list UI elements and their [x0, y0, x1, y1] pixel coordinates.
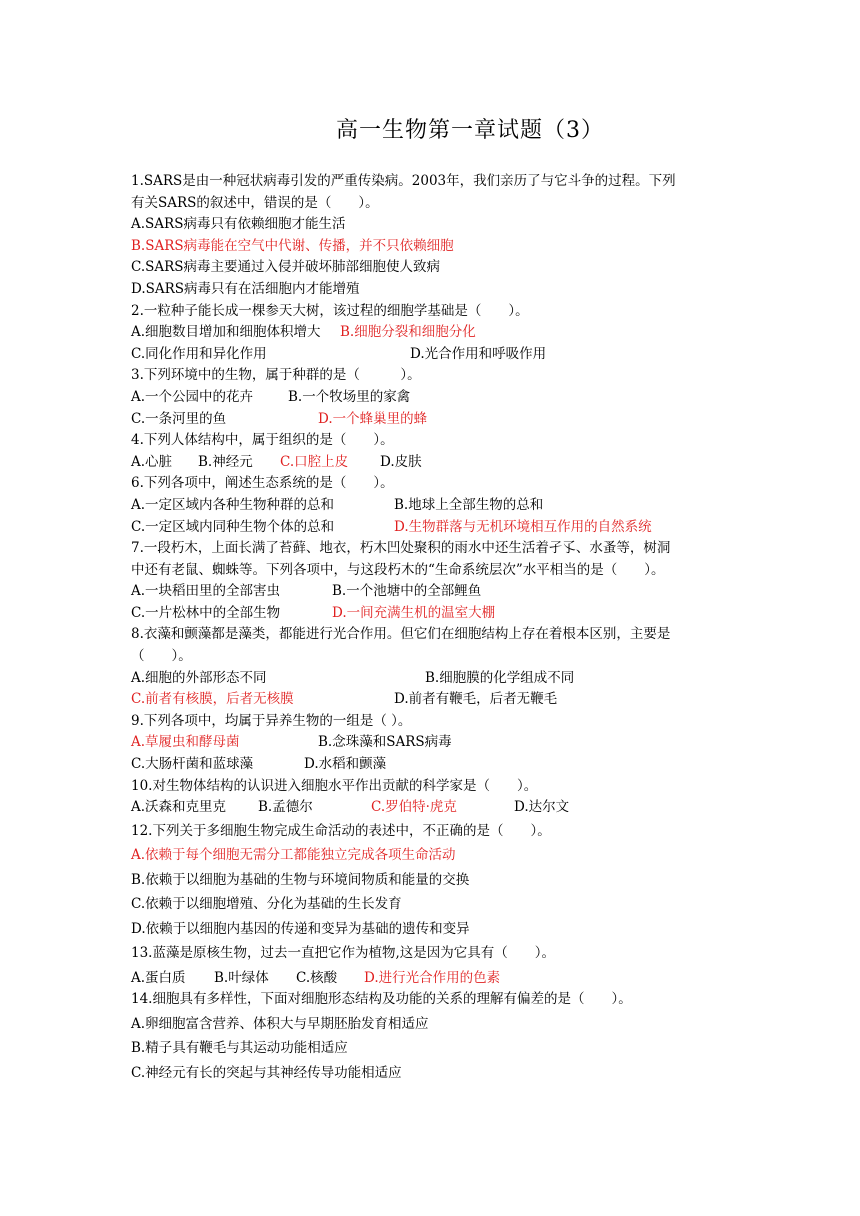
q2-options-ab [131, 322, 741, 344]
q8-options-ab [131, 668, 741, 690]
q4-options [131, 452, 741, 474]
q4-option-d: D.皮肤 [380, 453, 422, 470]
q9-options-cd [131, 754, 741, 776]
q2-option-a: A.细胞数目增加和细胞体积增大 [131, 324, 321, 341]
q3-stem: 3.下列环境中的生物，属于种群的是（ ）。 [131, 367, 421, 384]
q2-option-c: C.同化作用和异化作用 [131, 345, 267, 362]
q8-option-d: D.前者有鞭毛，后者无鞭毛 [394, 691, 558, 708]
q6-option-a: A.一定区域内各种生物种群的总和 [131, 496, 335, 513]
q8-options-cd [131, 689, 741, 711]
question-list [131, 171, 741, 1085]
q1-option-a: A.SARS病毒只有依赖细胞才能生活 [131, 216, 346, 233]
q13-option-d-answer: D.进行光合作用的色素 [364, 969, 501, 986]
q9-option-d: D.水稻和颤藻 [304, 756, 387, 773]
q7-option-b: B.一个池塘中的全部鲤鱼 [332, 583, 482, 600]
q8-stem-line2: （ ）。 [131, 648, 192, 665]
q3-option-b: B.一个牧场里的家禽 [288, 388, 411, 405]
q6-options-ab [131, 495, 741, 517]
q2-options-cd [131, 344, 741, 366]
q13-option-a: A.蛋白质 [131, 969, 186, 986]
q9-options-ab [131, 732, 741, 754]
q8-option-c-answer: C.前者有核膜，后者无核膜 [131, 691, 294, 708]
q1-option-b-answer: B.SARS病毒能在空气中代谢、传播，并不只依赖细胞 [131, 237, 454, 254]
q7-options-cd [131, 603, 741, 625]
q7-option-d-answer: D.一间充满生机的温室大棚 [332, 604, 496, 621]
q2-stem: 2.一粒种子能长成一棵参天大树，该过程的细胞学基础是（ ）。 [131, 302, 529, 319]
q9-option-a-answer: A.草履虫和酵母菌 [131, 734, 240, 751]
q12-stem: 12.下列关于多细胞生物完成生命活动的表述中，不正确的是（ ）。 [131, 822, 551, 839]
q7-options-ab [131, 581, 741, 603]
q3-options-cd [131, 409, 741, 431]
q1-stem-line2: 有关SARS的叙述中，错误的是（ ）。 [131, 194, 379, 211]
q13-stem: 13.蓝藻是原核生物，过去一直把它作为植物,这是因为它具有（ ）。 [131, 945, 556, 962]
q10-option-b: B.孟德尔 [258, 799, 313, 816]
q6-stem: 6.下列各项中，阐述生态系统的是（ ）。 [131, 475, 394, 492]
page-title: 高一生物第一章试题（3） [336, 118, 604, 143]
q6-options-cd [131, 517, 741, 539]
q3-options-ab [131, 387, 741, 409]
q4-option-a: A.心脏 [131, 453, 173, 470]
q9-stem: 9.下列各项中，均属于异养生物的一组是（ ）。 [131, 712, 412, 729]
q14-option-c: C.神经元有长的突起与其神经传导功能相适应 [131, 1064, 402, 1081]
q4-option-b: B.神经元 [198, 453, 253, 470]
q10-option-c-answer: C.罗伯特·虎克 [371, 799, 457, 816]
q1-option-d: D.SARS病毒只有在活细胞内才能增殖 [131, 280, 360, 297]
q1-option-c: C.SARS病毒主要通过入侵并破坏肺部细胞使人致病 [131, 259, 441, 276]
q12-option-c: C.依赖于以细胞增殖、分化为基础的生长发育 [131, 896, 402, 913]
q8-option-b: B.细胞膜的化学组成不同 [425, 669, 575, 686]
q14-stem: 14.细胞具有多样性，下面对细胞形态结构及功能的关系的理解有偏差的是（ ）。 [131, 991, 632, 1008]
q10-option-d: D.达尔文 [514, 799, 570, 816]
q3-option-d-answer: D.一个蜂巢里的蜂 [318, 410, 428, 427]
q2-option-b-answer: B.细胞分裂和细胞分化 [340, 324, 476, 341]
q9-option-c: C.大肠杆菌和蓝球藻 [131, 756, 254, 773]
q10-option-a: A.沃森和克里克 [131, 799, 227, 816]
q3-option-c: C.一条河里的鱼 [131, 410, 227, 427]
q13-options [131, 966, 741, 988]
q8-option-a: A.细胞的外部形态不同 [131, 669, 267, 686]
q6-option-c: C.一定区域内同种生物个体的总和 [131, 518, 335, 535]
q1-stem-line1: 1.SARS是由一种冠状病毒引发的严重传染病。2003年，我们亲历了与它斗争的过程。下列 [131, 173, 676, 189]
q4-option-c-answer: C.口腔上皮 [280, 453, 349, 470]
q7-option-c: C.一片松林中的全部生物 [131, 604, 281, 621]
q7-stem-line2: 中还有老鼠、蜘蛛等。下列各项中，与这段朽木的“生命系统层次”水平相当的是（ ）。 [131, 561, 665, 578]
q13-option-c: C.核酸 [296, 969, 338, 986]
q10-stem: 10.对生物体结构的认识进入细胞水平作出贡献的科学家是（ ）。 [131, 777, 538, 794]
q8-stem-line1: 8.衣藻和颤藻都是藻类，都能进行光合作用。但它们在细胞结构上存在着根本区别，主要是 [131, 626, 671, 643]
q7-option-a: A.一块稻田里的全部害虫 [131, 583, 281, 600]
q3-option-a: A.一个公园中的花卉 [131, 388, 254, 405]
q14-option-a: A.卵细胞富含营养、体积大与早期胚胎发育相适应 [131, 1015, 429, 1032]
q9-option-b: B.念珠藻和SARS病毒 [318, 734, 452, 751]
q6-option-d-answer: D.生物群落与无机环境相互作用的自然系统 [394, 518, 652, 535]
q12-option-b: B.依赖于以细胞为基础的生物与环境间物质和能量的交换 [131, 871, 470, 888]
q14-option-b: B.精子具有鞭毛与其运动功能相适应 [131, 1040, 348, 1057]
q7-stem-line1: 7.一段朽木，上面长满了苔藓、地衣，朽木凹处聚积的雨水中还生活着孑孓、水蚤等，树洞 [131, 540, 671, 557]
q13-option-b: B.叶绿体 [214, 969, 269, 986]
q2-option-d: D.光合作用和呼吸作用 [410, 345, 547, 362]
q4-stem: 4.下列人体结构中，属于组织的是（ ）。 [131, 432, 394, 449]
q6-option-b: B.地球上全部生物的总和 [394, 496, 544, 513]
q12-option-d: D.依赖于以细胞内基因的传递和变异为基础的遗传和变异 [131, 920, 470, 937]
q12-option-a-answer: A.依赖于每个细胞无需分工都能独立完成各项生命活动 [131, 847, 456, 864]
q10-options [131, 797, 741, 819]
